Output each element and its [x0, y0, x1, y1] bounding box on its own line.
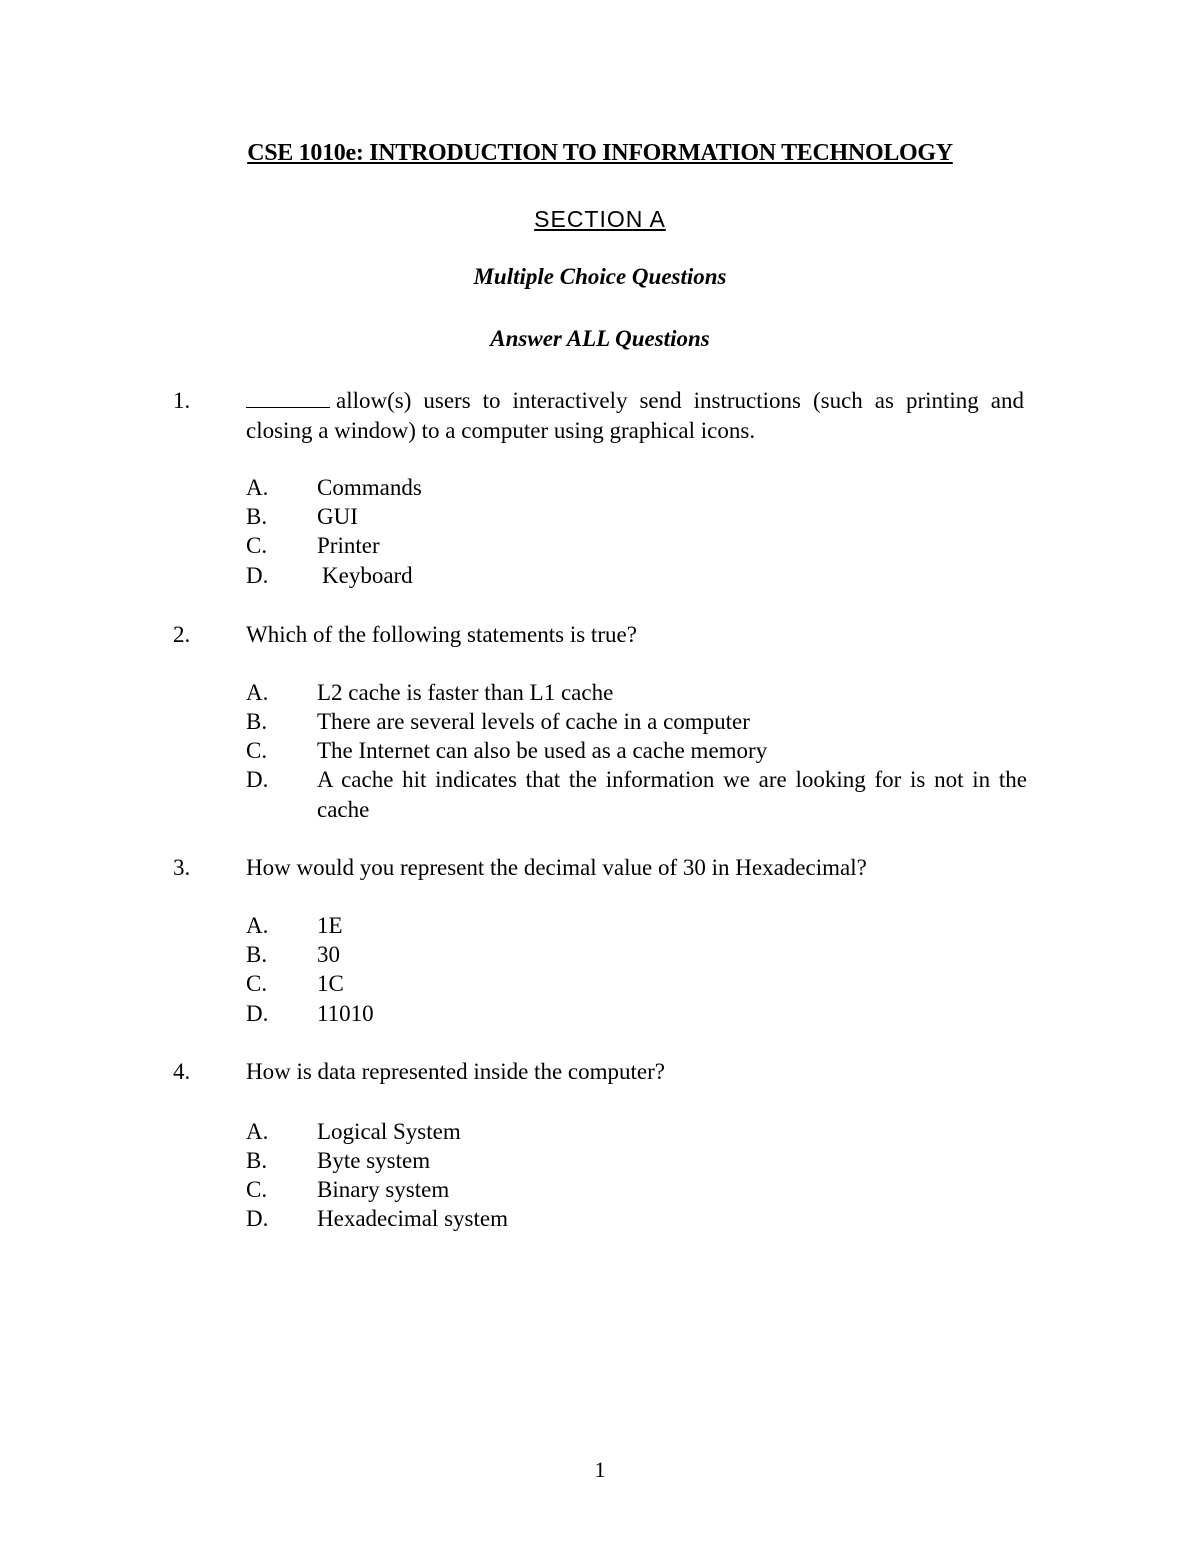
option-text: A cache hit indicates that the information we are looking for is not in the cache [317, 767, 1027, 822]
option-letter: A. [246, 913, 269, 938]
option-letter: D. [246, 1206, 269, 1231]
option-text: Logical System [317, 1119, 461, 1144]
option-text: The Internet can also be used as a cache memory [317, 738, 768, 763]
option-text: Hexadecimal system [317, 1206, 508, 1231]
option-text: 1C [317, 971, 344, 996]
option-text: Keyboard [322, 563, 413, 588]
answer-blank [246, 387, 330, 408]
document-title: CSE 1010e: INTRODUCTION TO INFORMATION TECHNOLOGY [247, 140, 953, 166]
option-letter: A. [246, 475, 269, 500]
option-letter: B. [246, 942, 268, 967]
question-text: Which of the following statements is true? [246, 622, 637, 647]
question-number: 4. [173, 1059, 191, 1084]
page-number: 1 [594, 1457, 606, 1482]
option-letter: C. [246, 533, 268, 558]
option-text: Printer [317, 533, 380, 558]
option-letter: D. [246, 767, 269, 792]
option-letter: A. [246, 680, 269, 705]
question-number: 1. [173, 388, 191, 413]
option-text: Commands [317, 475, 422, 500]
option-text: Byte system [317, 1148, 431, 1173]
option-text: GUI [317, 504, 358, 529]
option-letter: C. [246, 971, 268, 996]
question-number: 3. [173, 855, 191, 880]
question-text: How would you represent the decimal value of 30 in Hexadecimal? [246, 855, 867, 880]
option-text: 11010 [317, 1001, 374, 1026]
option-letter: A. [246, 1119, 269, 1144]
option-text: There are several levels of cache in a computer [317, 709, 750, 734]
section-subtitle: Multiple Choice Questions [473, 264, 727, 289]
option-text: Binary system [317, 1177, 450, 1202]
option-text: L2 cache is faster than L1 cache [317, 680, 614, 705]
option-text: 30 [317, 942, 340, 967]
option-letter: D. [246, 563, 269, 588]
question-number: 2. [173, 622, 191, 647]
option-letter: D. [246, 1001, 269, 1026]
option-letter: B. [246, 504, 268, 529]
option-letter: B. [246, 1148, 268, 1173]
option-letter: C. [246, 738, 268, 763]
question-text-body: allow(s) users to interactively send instructions (such as printing and closing a window) to a computer using graphical icons. [246, 388, 1024, 443]
option-letter: B. [246, 709, 268, 734]
section-heading: SECTION A [534, 206, 666, 232]
instruction-text: Answer ALL Questions [490, 326, 710, 351]
option-letter: C. [246, 1177, 268, 1202]
question-text [246, 386, 1024, 446]
option-text: 1E [317, 913, 343, 938]
question-text: How is data represented inside the computer? [246, 1059, 665, 1084]
